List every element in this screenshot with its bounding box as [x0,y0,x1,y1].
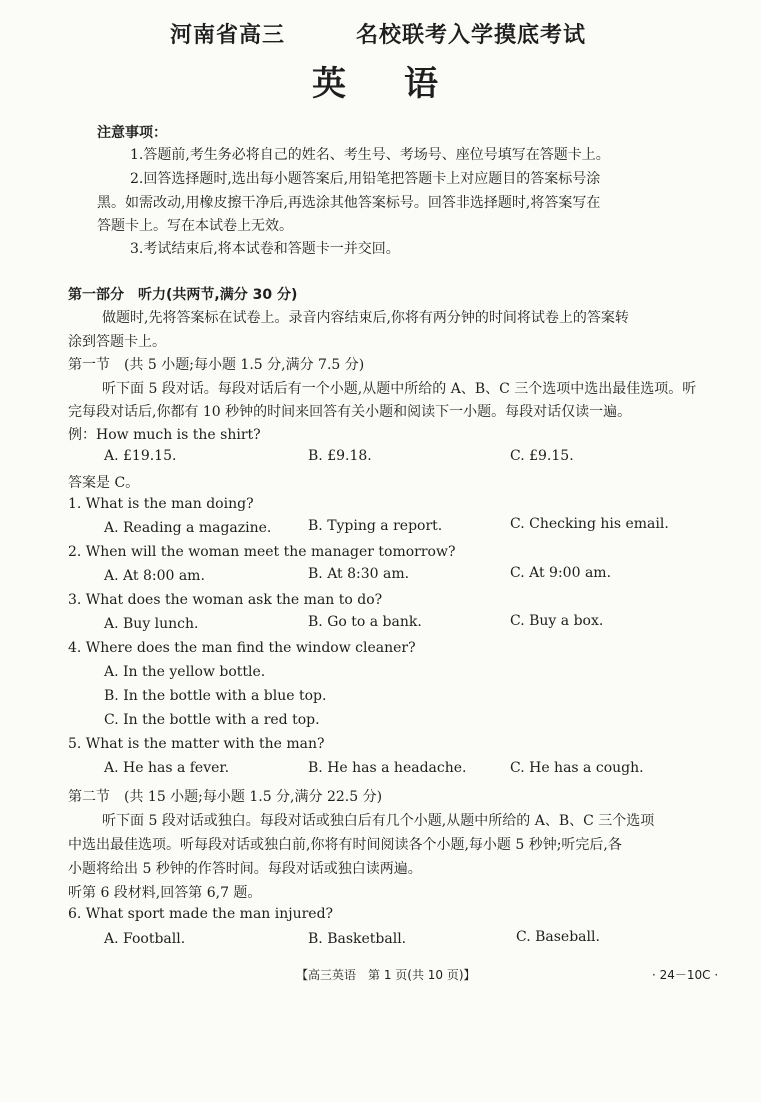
notice-line: 黑。如需改动,用橡皮擦干净后,再选涂其他答案标号。回答非选择题时,将答案写在 [97,195,601,211]
q1-option-b: B. Typing a report. [308,518,443,534]
subject-title: 英语 [312,64,496,104]
question-2: 2. When will the woman meet the manager tomorrow? [68,544,456,560]
q6-option-c: C. Baseball. [516,929,600,945]
example-option-c: C. £9.15. [510,448,574,464]
part1-intro: 做题时,先将答案标在试卷上。录音内容结束后,你将有两分钟的时间将试卷上的答案转 [102,310,629,326]
q5-option-a: A. He has a fever. [104,760,230,776]
exam-name-title: 名校联考入学摸底考试 [356,23,587,48]
q6-option-b: B. Basketball. [308,931,407,947]
notice-heading: 注意事项： [97,125,167,141]
q2-option-a: A. At 8:00 am. [104,568,205,584]
question-3: 3. What does the woman ask the man to do? [68,592,383,608]
notice-line: 3.考试结束后,将本试卷和答题卡一并交回。 [130,241,400,257]
part1-heading: 第一部分 听力(共两节,满分 30 分) [68,287,298,303]
q6-option-a: A. Football. [104,931,186,947]
question-4: 4. Where does the man find the window cleaner? [68,640,416,656]
question-1: 1. What is the man doing? [68,496,254,512]
section2-heading: 第二节 (共 15 小题;每小题 1.5 分,满分 22.5 分) [68,789,383,805]
section1-intro: 听下面 5 段对话。每段对话后有一个小题,从题中所给的 A、B、C 三个选项中选出最佳选项。听 [102,381,697,397]
paper-code: · 24－10C · [652,968,719,982]
section2-material: 听第 6 段材料,回答第 6,7 题。 [68,885,262,901]
q5-option-c: C. He has a cough. [510,760,644,776]
q4-option-b: B. In the bottle with a blue top. [104,688,327,704]
exam-region-title: 河南省高三 [170,23,286,48]
page-footer: 【高三英语 第 1 页(共 10 页)】 [296,968,476,982]
question-6: 6. What sport made the man injured? [68,906,334,922]
q2-option-b: B. At 8:30 am. [308,566,410,582]
notice-line: 2.回答选择题时,选出每小题答案后,用铅笔把答题卡上对应题目的答案标号涂 [130,171,601,187]
section2-intro: 中选出最佳选项。听每段对话或独白前,你将有时间阅读各个小题,每小题 5 秒钟;听完后,各 [68,837,622,853]
q2-option-c: C. At 9:00 am. [510,565,612,581]
example-answer: 答案是 C。 [68,475,140,491]
section2-intro: 听下面 5 段对话或独白。每段对话或独白后有几个小题,从题中所给的 A、B、C 三个选项 [102,813,655,829]
q3-option-b: B. Go to a bank. [308,614,422,630]
example-option-b: B. £9.18. [308,448,372,464]
section1-heading: 第一节 (共 5 小题;每小题 1.5 分,满分 7.5 分) [68,357,365,373]
q4-option-c: C. In the bottle with a red top. [104,712,320,728]
q3-option-a: A. Buy lunch. [104,616,199,632]
notice-line: 答题卡上。写在本试卷上无效。 [97,218,293,234]
section2-intro: 小题将给出 5 秒钟的作答时间。每段对话或独白读两遍。 [68,861,422,877]
q5-option-b: B. He has a headache. [308,760,467,776]
example-question: 例：How much is the shirt? [68,427,261,443]
section1-intro: 完每段对话后,你都有 10 秒钟的时间来回答有关小题和阅读下一小题。每段对话仅读一遍。 [68,404,632,420]
example-option-a: A. £19.15. [104,448,177,464]
notice-line: 1.答题前,考生务必将自己的姓名、考生号、考场号、座位号填写在答题卡上。 [130,147,610,163]
part1-intro: 涂到答题卡上。 [68,334,166,350]
q1-option-a: A. Reading a magazine. [104,520,272,536]
question-5: 5. What is the matter with the man? [68,736,325,752]
q1-option-c: C. Checking his email. [510,516,669,532]
bleed-through [600,20,604,34]
q3-option-c: C. Buy a box. [510,613,604,629]
q4-option-a: A. In the yellow bottle. [104,664,266,680]
